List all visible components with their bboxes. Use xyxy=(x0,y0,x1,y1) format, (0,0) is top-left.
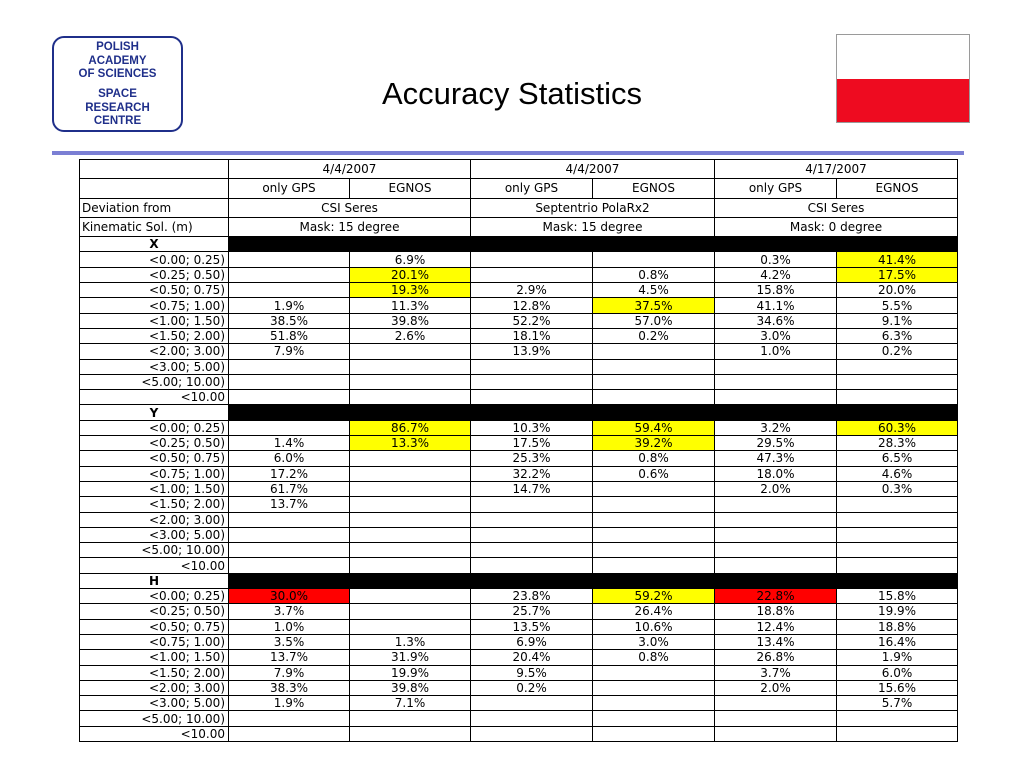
value-cell: 17.5% xyxy=(837,267,958,282)
value-cell: 0.2% xyxy=(471,680,593,695)
value-cell: 1.4% xyxy=(229,436,350,451)
value-cell xyxy=(471,390,593,405)
value-cell: 41.1% xyxy=(715,298,837,313)
institution-logo xyxy=(52,36,183,132)
range-label: <1.00; 1.50) xyxy=(80,481,229,496)
value-cell xyxy=(350,543,471,558)
value-cell: 4.2% xyxy=(715,267,837,282)
value-cell xyxy=(229,512,350,527)
value-cell: 2.6% xyxy=(350,328,471,343)
accuracy-table xyxy=(79,159,958,742)
section-label: H xyxy=(80,573,229,588)
table-row xyxy=(80,374,958,389)
value-cell: 30.0% xyxy=(229,589,350,604)
value-cell xyxy=(229,558,350,573)
value-cell xyxy=(593,344,715,359)
table-row xyxy=(80,665,958,680)
value-cell xyxy=(837,543,958,558)
section-row-h xyxy=(80,573,958,588)
value-cell xyxy=(229,390,350,405)
range-label: <2.00; 3.00) xyxy=(80,512,229,527)
logo-centre-text xyxy=(54,88,181,129)
poland-flag-icon xyxy=(836,34,970,123)
value-cell: 32.2% xyxy=(471,466,593,481)
mask-header: Mask: 0 degree xyxy=(715,217,958,236)
value-cell: 18.0% xyxy=(715,466,837,481)
value-cell xyxy=(837,359,958,374)
header-row-masks xyxy=(80,217,958,236)
value-cell xyxy=(229,283,350,298)
range-label: <1.50; 2.00) xyxy=(80,328,229,343)
value-cell xyxy=(229,527,350,542)
title-divider xyxy=(52,151,964,155)
value-cell xyxy=(471,696,593,711)
value-cell: 6.0% xyxy=(229,451,350,466)
value-cell xyxy=(350,359,471,374)
range-label: <10.00 xyxy=(80,558,229,573)
range-label: <10.00 xyxy=(80,726,229,741)
value-cell xyxy=(837,711,958,726)
value-cell xyxy=(715,497,837,512)
value-cell xyxy=(837,726,958,741)
value-cell xyxy=(593,726,715,741)
header-row-receivers xyxy=(80,198,958,217)
table-body xyxy=(80,160,958,742)
value-cell xyxy=(229,267,350,282)
row-label-deviation: Deviation from xyxy=(80,198,229,217)
table-row xyxy=(80,481,958,496)
range-label: <1.50; 2.00) xyxy=(80,665,229,680)
value-cell xyxy=(229,420,350,435)
value-cell: 0.2% xyxy=(837,344,958,359)
value-cell: 4.5% xyxy=(593,283,715,298)
value-cell: 1.9% xyxy=(837,650,958,665)
value-cell: 3.7% xyxy=(229,604,350,619)
table-row xyxy=(80,711,958,726)
table-row xyxy=(80,558,958,573)
value-cell xyxy=(471,252,593,267)
value-cell: 39.8% xyxy=(350,680,471,695)
mode-header: only GPS xyxy=(229,179,350,198)
value-cell: 57.0% xyxy=(593,313,715,328)
table-row xyxy=(80,267,958,282)
value-cell: 13.9% xyxy=(471,344,593,359)
range-label: <1.00; 1.50) xyxy=(80,650,229,665)
value-cell: 37.5% xyxy=(593,298,715,313)
value-cell xyxy=(350,451,471,466)
value-cell xyxy=(715,374,837,389)
value-cell xyxy=(350,374,471,389)
value-cell: 51.8% xyxy=(229,328,350,343)
value-cell xyxy=(229,711,350,726)
value-cell: 13.3% xyxy=(350,436,471,451)
value-cell: 9.5% xyxy=(471,665,593,680)
mode-header: EGNOS xyxy=(837,179,958,198)
value-cell: 0.8% xyxy=(593,267,715,282)
value-cell: 2.0% xyxy=(715,680,837,695)
value-cell: 2.0% xyxy=(715,481,837,496)
value-cell xyxy=(715,711,837,726)
row-label-kinematic: Kinematic Sol. (m) xyxy=(80,217,229,236)
value-cell: 25.3% xyxy=(471,451,593,466)
table-row xyxy=(80,543,958,558)
header-row-dates xyxy=(80,160,958,179)
value-cell xyxy=(350,589,471,604)
value-cell: 59.4% xyxy=(593,420,715,435)
value-cell: 15.8% xyxy=(837,589,958,604)
value-cell: 7.1% xyxy=(350,696,471,711)
flag-red-band xyxy=(837,79,969,123)
value-cell: 13.7% xyxy=(229,497,350,512)
range-label: <5.00; 10.00) xyxy=(80,543,229,558)
mode-header: EGNOS xyxy=(593,179,715,198)
section-row-y xyxy=(80,405,958,420)
value-cell: 1.0% xyxy=(229,619,350,634)
value-cell xyxy=(837,512,958,527)
value-cell: 38.5% xyxy=(229,313,350,328)
value-cell: 1.0% xyxy=(715,344,837,359)
value-cell xyxy=(593,558,715,573)
value-cell xyxy=(593,527,715,542)
value-cell xyxy=(837,558,958,573)
table-row xyxy=(80,359,958,374)
value-cell xyxy=(471,543,593,558)
range-label: <5.00; 10.00) xyxy=(80,711,229,726)
value-cell: 6.0% xyxy=(837,665,958,680)
logo-line: CENTRE xyxy=(93,115,142,127)
range-label: <0.75; 1.00) xyxy=(80,634,229,649)
value-cell xyxy=(837,374,958,389)
table-row xyxy=(80,619,958,634)
value-cell xyxy=(715,359,837,374)
value-cell: 18.8% xyxy=(715,604,837,619)
table-row xyxy=(80,512,958,527)
value-cell: 10.6% xyxy=(593,619,715,634)
table-row xyxy=(80,650,958,665)
value-cell xyxy=(593,252,715,267)
date-header: 4/4/2007 xyxy=(471,160,715,179)
value-cell xyxy=(350,481,471,496)
value-cell: 0.6% xyxy=(593,466,715,481)
value-cell: 86.7% xyxy=(350,420,471,435)
value-cell: 52.2% xyxy=(471,313,593,328)
value-cell xyxy=(593,680,715,695)
mode-header: only GPS xyxy=(715,179,837,198)
value-cell xyxy=(593,497,715,512)
range-label: <0.75; 1.00) xyxy=(80,466,229,481)
logo-line: ACADEMY xyxy=(88,54,147,67)
table-row xyxy=(80,328,958,343)
value-cell xyxy=(837,527,958,542)
value-cell xyxy=(350,344,471,359)
value-cell: 7.9% xyxy=(229,344,350,359)
logo-academy-text xyxy=(54,41,181,82)
logo-line: OF SCIENCES xyxy=(78,68,157,80)
table-row xyxy=(80,680,958,695)
value-cell: 29.5% xyxy=(715,436,837,451)
value-cell: 6.9% xyxy=(471,634,593,649)
value-cell: 22.8% xyxy=(715,589,837,604)
table-row xyxy=(80,344,958,359)
value-cell: 41.4% xyxy=(837,252,958,267)
range-label: <2.00; 3.00) xyxy=(80,680,229,695)
value-cell xyxy=(471,497,593,512)
receiver-header: CSI Seres xyxy=(715,198,958,217)
section-bar xyxy=(229,237,958,252)
value-cell: 20.0% xyxy=(837,283,958,298)
mode-header: only GPS xyxy=(471,179,593,198)
value-cell: 34.6% xyxy=(715,313,837,328)
value-cell: 17.5% xyxy=(471,436,593,451)
value-cell xyxy=(593,665,715,680)
value-cell: 10.3% xyxy=(471,420,593,435)
table-row xyxy=(80,252,958,267)
value-cell xyxy=(229,543,350,558)
value-cell xyxy=(715,543,837,558)
table-row xyxy=(80,726,958,741)
value-cell: 31.9% xyxy=(350,650,471,665)
range-label: <10.00 xyxy=(80,390,229,405)
value-cell xyxy=(593,390,715,405)
value-cell: 7.9% xyxy=(229,665,350,680)
header-corner-cell xyxy=(80,160,229,179)
value-cell xyxy=(229,252,350,267)
logo-line: POLISH xyxy=(96,41,139,53)
receiver-header: CSI Seres xyxy=(229,198,471,217)
mode-header: EGNOS xyxy=(350,179,471,198)
table-row xyxy=(80,634,958,649)
value-cell: 1.3% xyxy=(350,634,471,649)
value-cell xyxy=(837,497,958,512)
value-cell: 3.7% xyxy=(715,665,837,680)
range-label: <0.00; 0.25) xyxy=(80,420,229,435)
value-cell: 19.9% xyxy=(837,604,958,619)
value-cell: 47.3% xyxy=(715,451,837,466)
range-label: <0.25; 0.50) xyxy=(80,267,229,282)
value-cell: 6.9% xyxy=(350,252,471,267)
table-row xyxy=(80,298,958,313)
value-cell xyxy=(471,726,593,741)
value-cell: 11.3% xyxy=(350,298,471,313)
range-label: <3.00; 5.00) xyxy=(80,359,229,374)
value-cell xyxy=(229,359,350,374)
value-cell xyxy=(715,696,837,711)
value-cell: 14.7% xyxy=(471,481,593,496)
value-cell: 0.3% xyxy=(715,252,837,267)
date-header: 4/4/2007 xyxy=(229,160,471,179)
section-row-x xyxy=(80,237,958,252)
value-cell xyxy=(229,726,350,741)
value-cell: 0.8% xyxy=(593,451,715,466)
value-cell: 19.3% xyxy=(350,283,471,298)
value-cell xyxy=(715,527,837,542)
value-cell: 1.9% xyxy=(229,696,350,711)
range-label: <0.50; 0.75) xyxy=(80,283,229,298)
value-cell: 1.9% xyxy=(229,298,350,313)
value-cell xyxy=(229,374,350,389)
value-cell: 26.4% xyxy=(593,604,715,619)
value-cell: 19.9% xyxy=(350,665,471,680)
range-label: <0.50; 0.75) xyxy=(80,619,229,634)
value-cell xyxy=(593,374,715,389)
table-row xyxy=(80,283,958,298)
value-cell: 13.7% xyxy=(229,650,350,665)
value-cell: 17.2% xyxy=(229,466,350,481)
mask-header: Mask: 15 degree xyxy=(229,217,471,236)
value-cell xyxy=(593,359,715,374)
value-cell: 18.8% xyxy=(837,619,958,634)
value-cell: 0.3% xyxy=(837,481,958,496)
value-cell xyxy=(350,604,471,619)
flag-white-band xyxy=(837,35,969,79)
value-cell: 0.8% xyxy=(593,650,715,665)
value-cell xyxy=(350,558,471,573)
header-corner-cell xyxy=(80,179,229,198)
section-label: Y xyxy=(80,405,229,420)
value-cell: 61.7% xyxy=(229,481,350,496)
value-cell xyxy=(715,390,837,405)
value-cell: 28.3% xyxy=(837,436,958,451)
value-cell xyxy=(350,726,471,741)
logo-line: RESEARCH xyxy=(85,101,150,114)
table-row xyxy=(80,436,958,451)
value-cell: 9.1% xyxy=(837,313,958,328)
value-cell: 2.9% xyxy=(471,283,593,298)
value-cell: 5.5% xyxy=(837,298,958,313)
value-cell xyxy=(593,543,715,558)
table-row xyxy=(80,390,958,405)
value-cell xyxy=(593,481,715,496)
value-cell xyxy=(471,558,593,573)
value-cell: 39.8% xyxy=(350,313,471,328)
table-row xyxy=(80,497,958,512)
range-label: <0.25; 0.50) xyxy=(80,436,229,451)
value-cell: 6.5% xyxy=(837,451,958,466)
value-cell: 3.2% xyxy=(715,420,837,435)
value-cell: 15.8% xyxy=(715,283,837,298)
value-cell xyxy=(715,726,837,741)
section-bar xyxy=(229,405,958,420)
value-cell xyxy=(471,527,593,542)
mask-header: Mask: 15 degree xyxy=(471,217,715,236)
value-cell xyxy=(593,512,715,527)
range-label: <5.00; 10.00) xyxy=(80,374,229,389)
value-cell: 20.4% xyxy=(471,650,593,665)
range-label: <0.75; 1.00) xyxy=(80,298,229,313)
value-cell xyxy=(593,696,715,711)
table-row xyxy=(80,604,958,619)
receiver-header: Septentrio PolaRx2 xyxy=(471,198,715,217)
value-cell: 25.7% xyxy=(471,604,593,619)
header-row-modes xyxy=(80,179,958,198)
value-cell xyxy=(837,390,958,405)
value-cell xyxy=(471,267,593,282)
value-cell xyxy=(350,527,471,542)
value-cell: 59.2% xyxy=(593,589,715,604)
value-cell: 15.6% xyxy=(837,680,958,695)
table-row xyxy=(80,313,958,328)
table-row xyxy=(80,696,958,711)
range-label: <3.00; 5.00) xyxy=(80,527,229,542)
table-row xyxy=(80,420,958,435)
value-cell: 3.0% xyxy=(593,634,715,649)
table-row xyxy=(80,589,958,604)
value-cell: 4.6% xyxy=(837,466,958,481)
value-cell xyxy=(350,497,471,512)
value-cell: 3.5% xyxy=(229,634,350,649)
section-label: X xyxy=(80,237,229,252)
value-cell: 6.3% xyxy=(837,328,958,343)
value-cell: 12.4% xyxy=(715,619,837,634)
value-cell: 18.1% xyxy=(471,328,593,343)
value-cell: 20.1% xyxy=(350,267,471,282)
value-cell xyxy=(350,512,471,527)
logo-line: SPACE xyxy=(98,88,137,100)
value-cell xyxy=(593,711,715,726)
range-label: <2.00; 3.00) xyxy=(80,344,229,359)
value-cell: 23.8% xyxy=(471,589,593,604)
value-cell xyxy=(471,512,593,527)
date-header: 4/17/2007 xyxy=(715,160,958,179)
value-cell: 5.7% xyxy=(837,696,958,711)
value-cell xyxy=(350,466,471,481)
value-cell xyxy=(715,558,837,573)
value-cell: 39.2% xyxy=(593,436,715,451)
value-cell xyxy=(471,374,593,389)
value-cell: 38.3% xyxy=(229,680,350,695)
value-cell xyxy=(350,390,471,405)
value-cell xyxy=(715,512,837,527)
range-label: <0.00; 0.25) xyxy=(80,589,229,604)
slide-title: Accuracy Statistics xyxy=(381,76,643,111)
value-cell xyxy=(350,711,471,726)
range-label: <1.50; 2.00) xyxy=(80,497,229,512)
value-cell xyxy=(350,619,471,634)
value-cell: 3.0% xyxy=(715,328,837,343)
value-cell: 12.8% xyxy=(471,298,593,313)
table-row xyxy=(80,451,958,466)
range-label: <0.50; 0.75) xyxy=(80,451,229,466)
value-cell: 13.4% xyxy=(715,634,837,649)
range-label: <3.00; 5.00) xyxy=(80,696,229,711)
value-cell: 26.8% xyxy=(715,650,837,665)
section-bar xyxy=(229,573,958,588)
value-cell xyxy=(471,711,593,726)
value-cell xyxy=(471,359,593,374)
value-cell: 0.2% xyxy=(593,328,715,343)
range-label: <0.00; 0.25) xyxy=(80,252,229,267)
value-cell: 13.5% xyxy=(471,619,593,634)
range-label: <1.00; 1.50) xyxy=(80,313,229,328)
table-row xyxy=(80,466,958,481)
value-cell: 60.3% xyxy=(837,420,958,435)
range-label: <0.25; 0.50) xyxy=(80,604,229,619)
table-row xyxy=(80,527,958,542)
value-cell: 16.4% xyxy=(837,634,958,649)
